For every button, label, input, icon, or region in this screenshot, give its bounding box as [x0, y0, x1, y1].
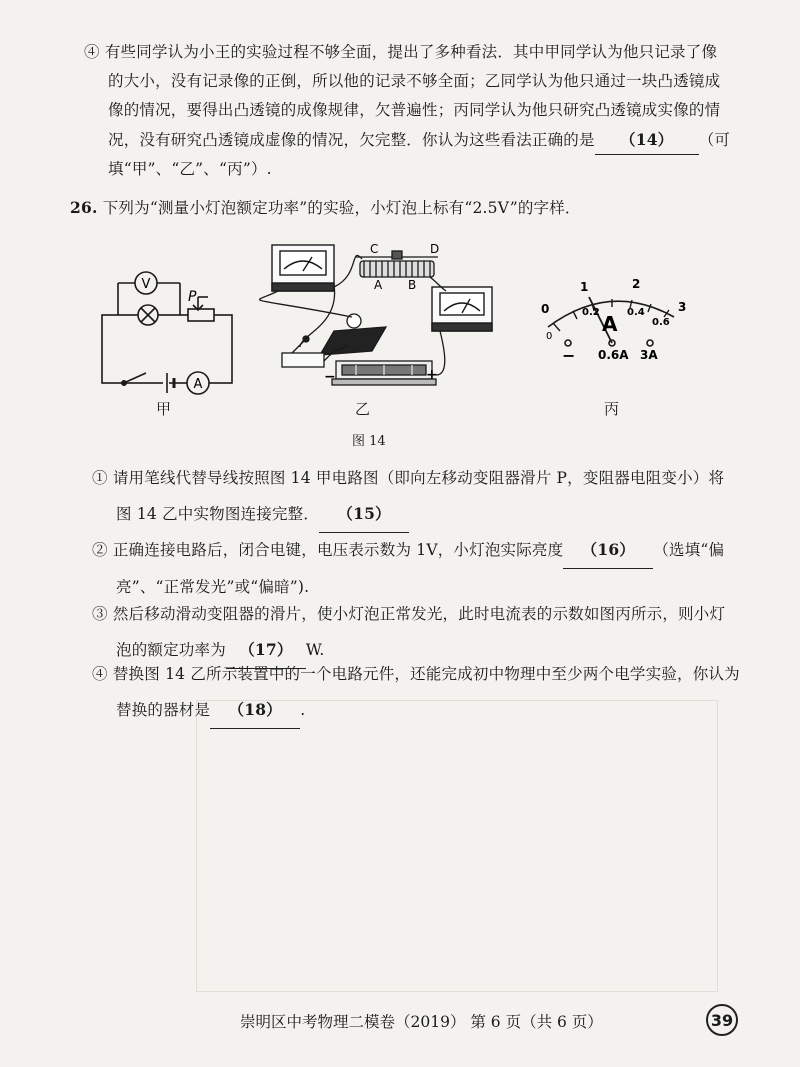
rheostat-terminal-a: A: [374, 278, 383, 292]
q25-part4-line5: 填“甲”、“乙”、“丙”）.: [108, 160, 272, 178]
apparatus-yi: [260, 245, 492, 385]
q25-part4: [84, 38, 774, 184]
q26-sub1: ① 请用笔线代替导线按照图 14 甲电路图（即向左移动变阻器滑片 P，变阻器电阻变小）将 图 14 乙中实物图连接完整． （15）: [92, 460, 782, 533]
q25-part4-line4: 况，没有研究凸透镜成虚像的情况，欠完整．你认为这些看法正确的是 （14） （可: [84, 125, 774, 155]
dial-top-tick-3: 3: [678, 300, 687, 314]
figure-label-bing: 丙: [604, 400, 620, 418]
q25-part4-line2: 的大小，没有记录像的正倒，所以他的记录不够全面；乙同学认为他只通过一块凸透镜成: [108, 72, 721, 90]
rheostat-symbol: [188, 309, 214, 321]
figure-caption: 图 14: [352, 434, 386, 449]
dial-bottom-tick-0-2: 0.2: [582, 307, 600, 318]
lamp-device: [320, 314, 386, 355]
rheostat-device: [356, 251, 438, 277]
question-number: 26.: [70, 198, 98, 217]
q25-part4-line1: ④ 有些同学认为小王的实验过程不够全面，提出了多种看法．其中甲同学认为他只记录了像: [84, 43, 718, 61]
voltmeter-device: [272, 245, 334, 291]
page-badge: 39: [706, 1004, 738, 1036]
dial-top-tick-1: 1: [580, 280, 589, 294]
dial-terminal-0-6a: 0.6A: [598, 348, 629, 362]
answer-blank-16[interactable]: （16）: [563, 532, 653, 569]
q26-sub4: ④ 替换图 14 乙所示装置中的一个电路元件，还能完成初中物理中至少两个电学实验，你认为 替换的器材是 （18） .: [92, 656, 782, 729]
battery-negative: −: [324, 369, 336, 385]
ammeter-device: [432, 287, 492, 331]
rheostat-terminal-c: C: [370, 242, 379, 256]
answer-blank-14[interactable]: （14）: [595, 125, 699, 155]
dial-terminal-3a: 3A: [640, 348, 658, 362]
q26-stem: [70, 193, 770, 223]
dial-terminal-neg: −: [562, 346, 576, 365]
battery-positive: +: [426, 367, 438, 383]
slider-label: P: [188, 289, 197, 305]
answer-blank-15[interactable]: （15）: [319, 496, 409, 533]
dial-top-tick-2: 2: [632, 277, 641, 291]
dial-unit: A: [602, 312, 618, 336]
ammeter-label: A: [193, 377, 203, 392]
question-stem: 下列为“测量小灯泡额定功率”的实验，小灯泡上标有“2.5V”的字样．: [102, 199, 581, 217]
page-footer: 崇明区中考物理二模卷（2019） 第 6 页（共 6 页）: [240, 1013, 603, 1031]
dial-bottom-tick-0-6: 0.6: [652, 317, 670, 328]
dial-top-tick-0: 0: [541, 302, 550, 316]
dial-bottom-tick-0: 0: [546, 331, 553, 342]
answer-blank-17[interactable]: （17）: [226, 632, 306, 669]
q26-sub3: ③ 然后移动滑动变阻器的滑片，使小灯泡正常发光，此时电流表的示数如图丙所示，则小灯 泡的额定功率为 （17） W.: [92, 596, 782, 669]
voltmeter-label: V: [141, 277, 151, 292]
rheostat-terminal-d: D: [430, 242, 440, 256]
q26-sub2: ② 正确连接电路后，闭合电键，电压表示数为 1V，小灯泡实际亮度 （16） （选填“偏 亮”、“正常发光”或“偏暗”).: [92, 532, 782, 605]
circuit-diagram-jia: [102, 272, 232, 395]
answer-blank-18[interactable]: （18）: [210, 692, 300, 729]
figure-14: [0, 235, 800, 475]
dial-bottom-tick-0-4: 0.4: [627, 307, 645, 318]
figure-label-jia: 甲: [156, 400, 172, 418]
battery-device: [332, 361, 436, 385]
q25-part4-line3: 像的情况，要得出凸透镜的成像规律，欠普遍性；丙同学认为他只研究凸透镜成实像的情: [108, 101, 721, 119]
figure-label-yi: 乙: [355, 400, 371, 418]
rheostat-terminal-b: B: [408, 278, 417, 292]
bleed-through-frame: [196, 700, 718, 992]
